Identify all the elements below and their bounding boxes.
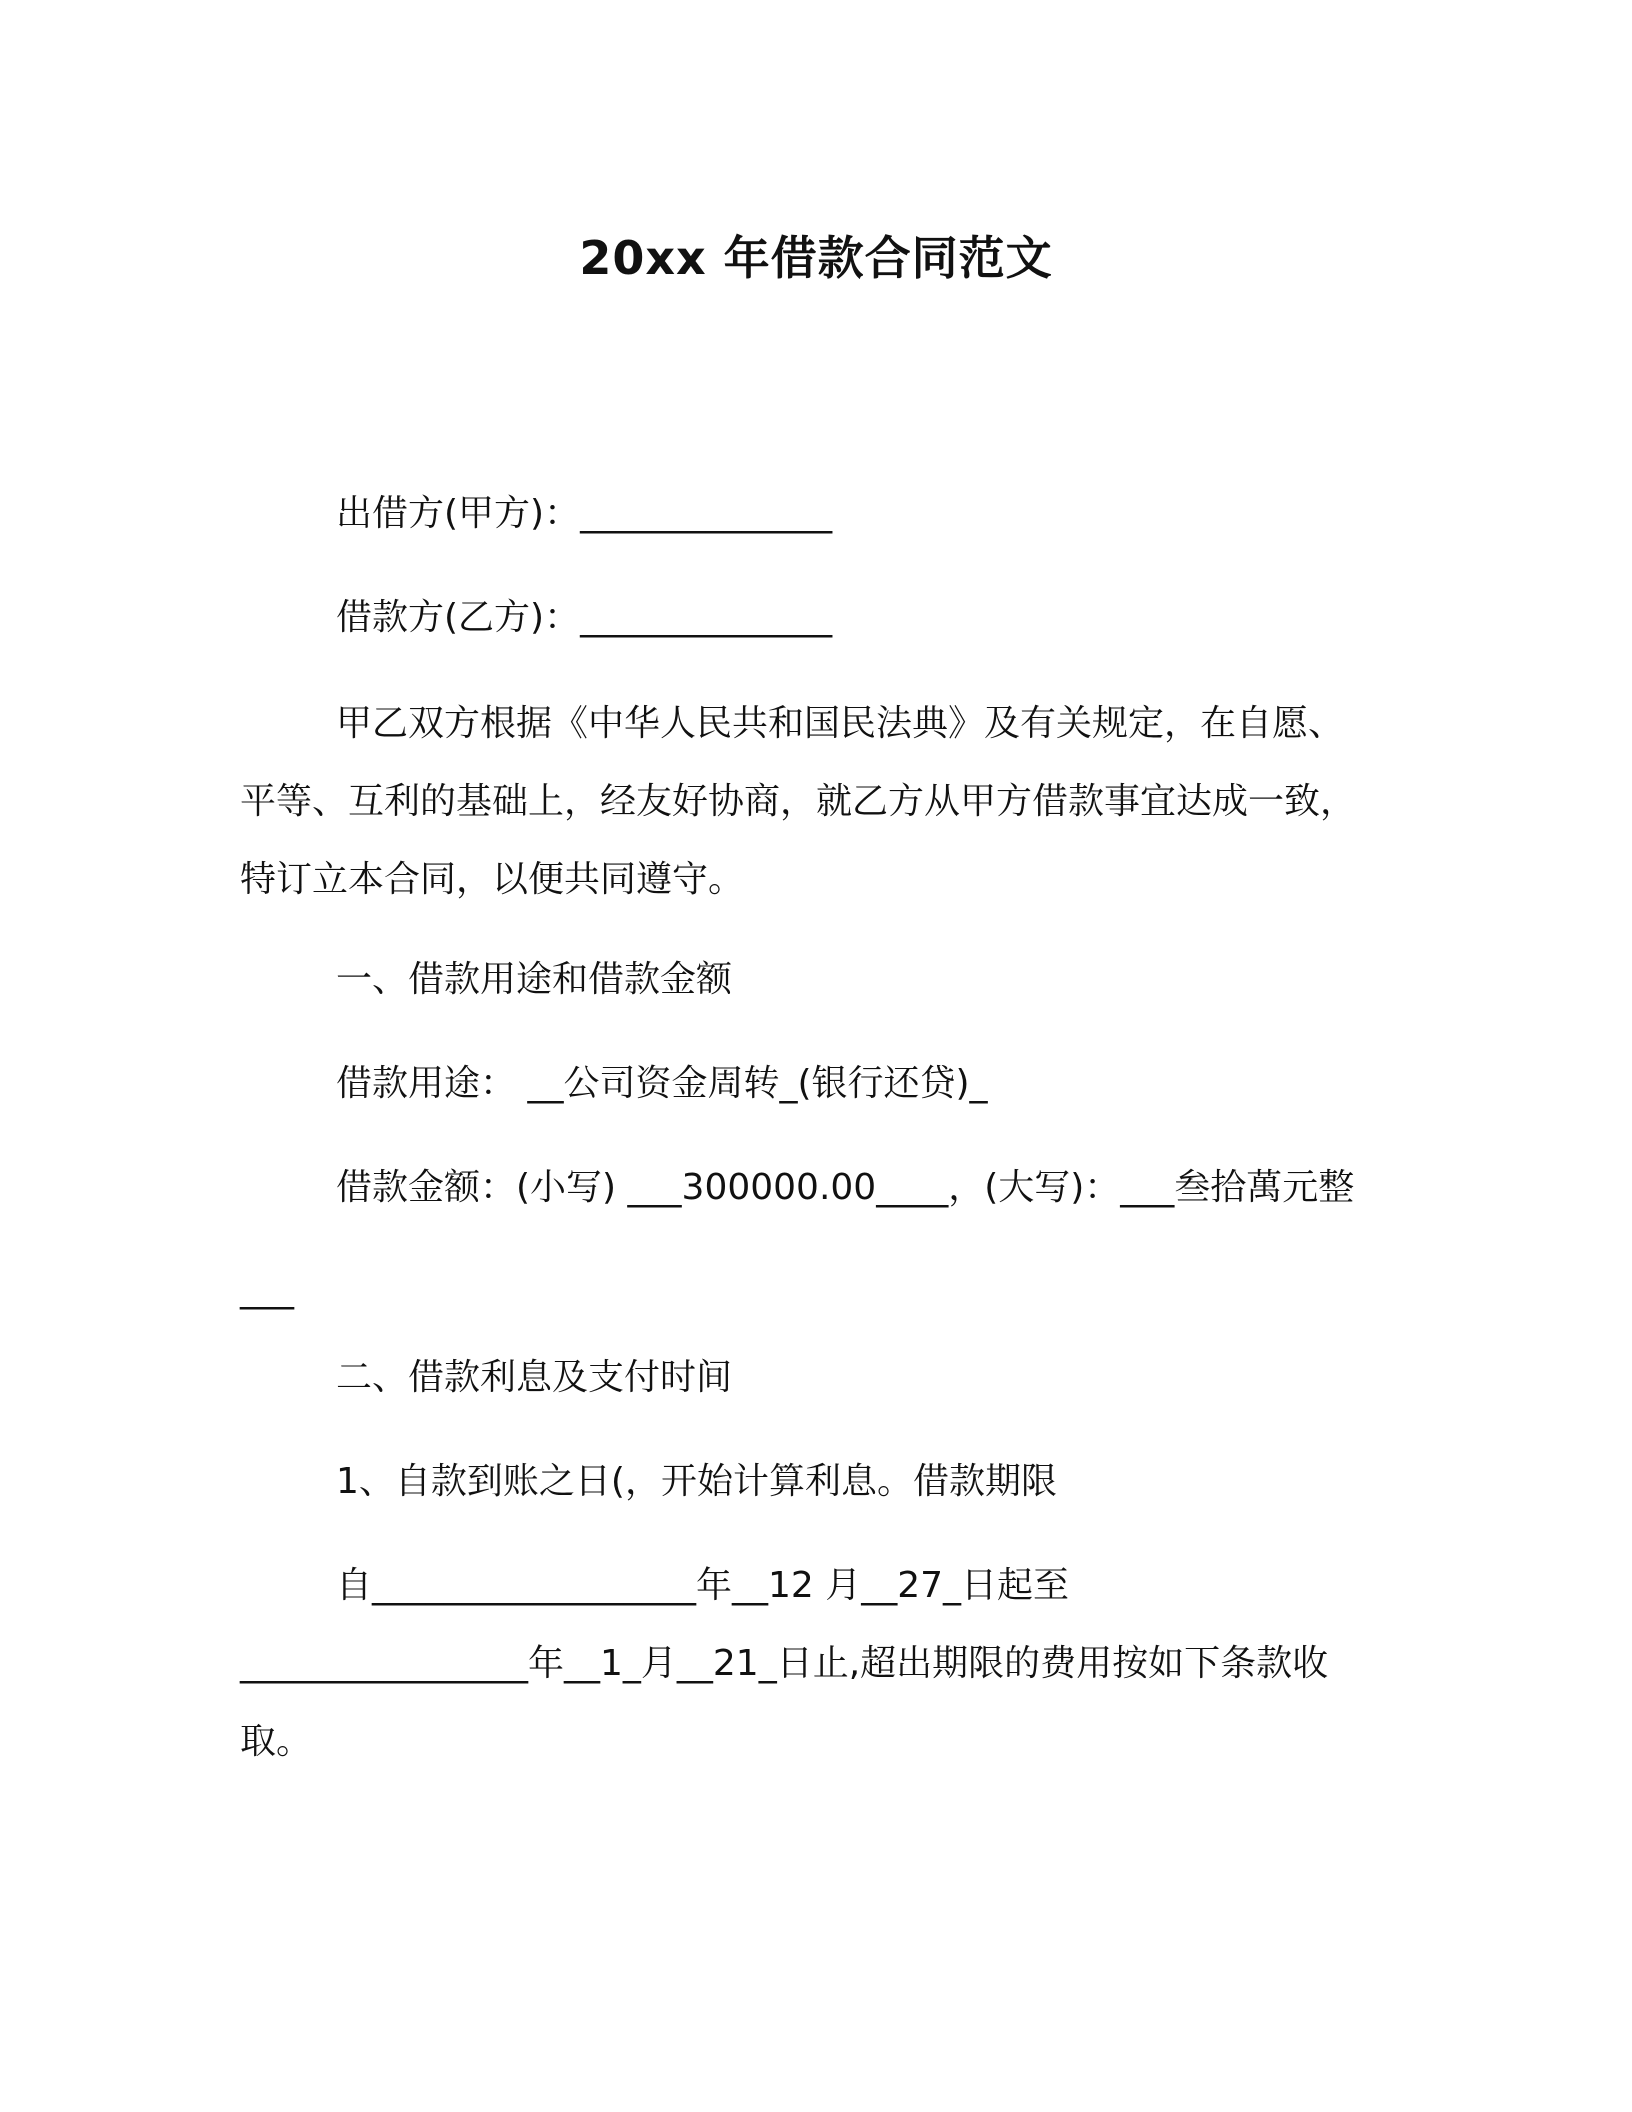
intro-line: 平等、互利的基础上，经友好协商，就乙方从甲方借款事宜达成一致， — [240, 781, 1357, 822]
loan-period-line: 自__________________年__12 月__27_日起至 — [336, 1565, 1070, 1606]
loan-amount-paragraph — [240, 1164, 1392, 1314]
item-1-line: 1、自款到账之日(，开始计算利息。借款期限 — [336, 1461, 1057, 1502]
loan-period-line: 取。 — [240, 1721, 313, 1762]
loan-period-paragraph — [240, 1562, 1392, 1796]
document-title: 20xx 年借款合同范文 — [579, 231, 1053, 285]
intro-line: 特订立本合同，以便共同遵守。 — [240, 859, 745, 900]
party-b-line: 借款方(乙方)：______________ — [336, 597, 833, 638]
section-2-heading: 二、借款利息及支付时间 — [336, 1357, 733, 1398]
party-a-line: 出借方(甲方)：______________ — [336, 493, 833, 534]
intro-line: 甲乙双方根据《中华人民共和国民法典》及有关规定，在自愿、 — [336, 703, 1345, 744]
loan-period-line: ________________年__1_月__21_日止,超出期限的费用按如下条款收 — [240, 1643, 1329, 1684]
loan-amount-line: ___ — [240, 1269, 294, 1310]
loan-purpose-line: 借款用途： __公司资金周转_(银行还贷)_ — [336, 1063, 988, 1104]
intro-paragraph — [240, 700, 1392, 934]
loan-amount-line: 借款金额：(小写) ___300000.00____，(大写)：___叁拾萬元整 — [336, 1167, 1355, 1208]
section-1-heading: 一、借款用途和借款金额 — [336, 959, 733, 1000]
